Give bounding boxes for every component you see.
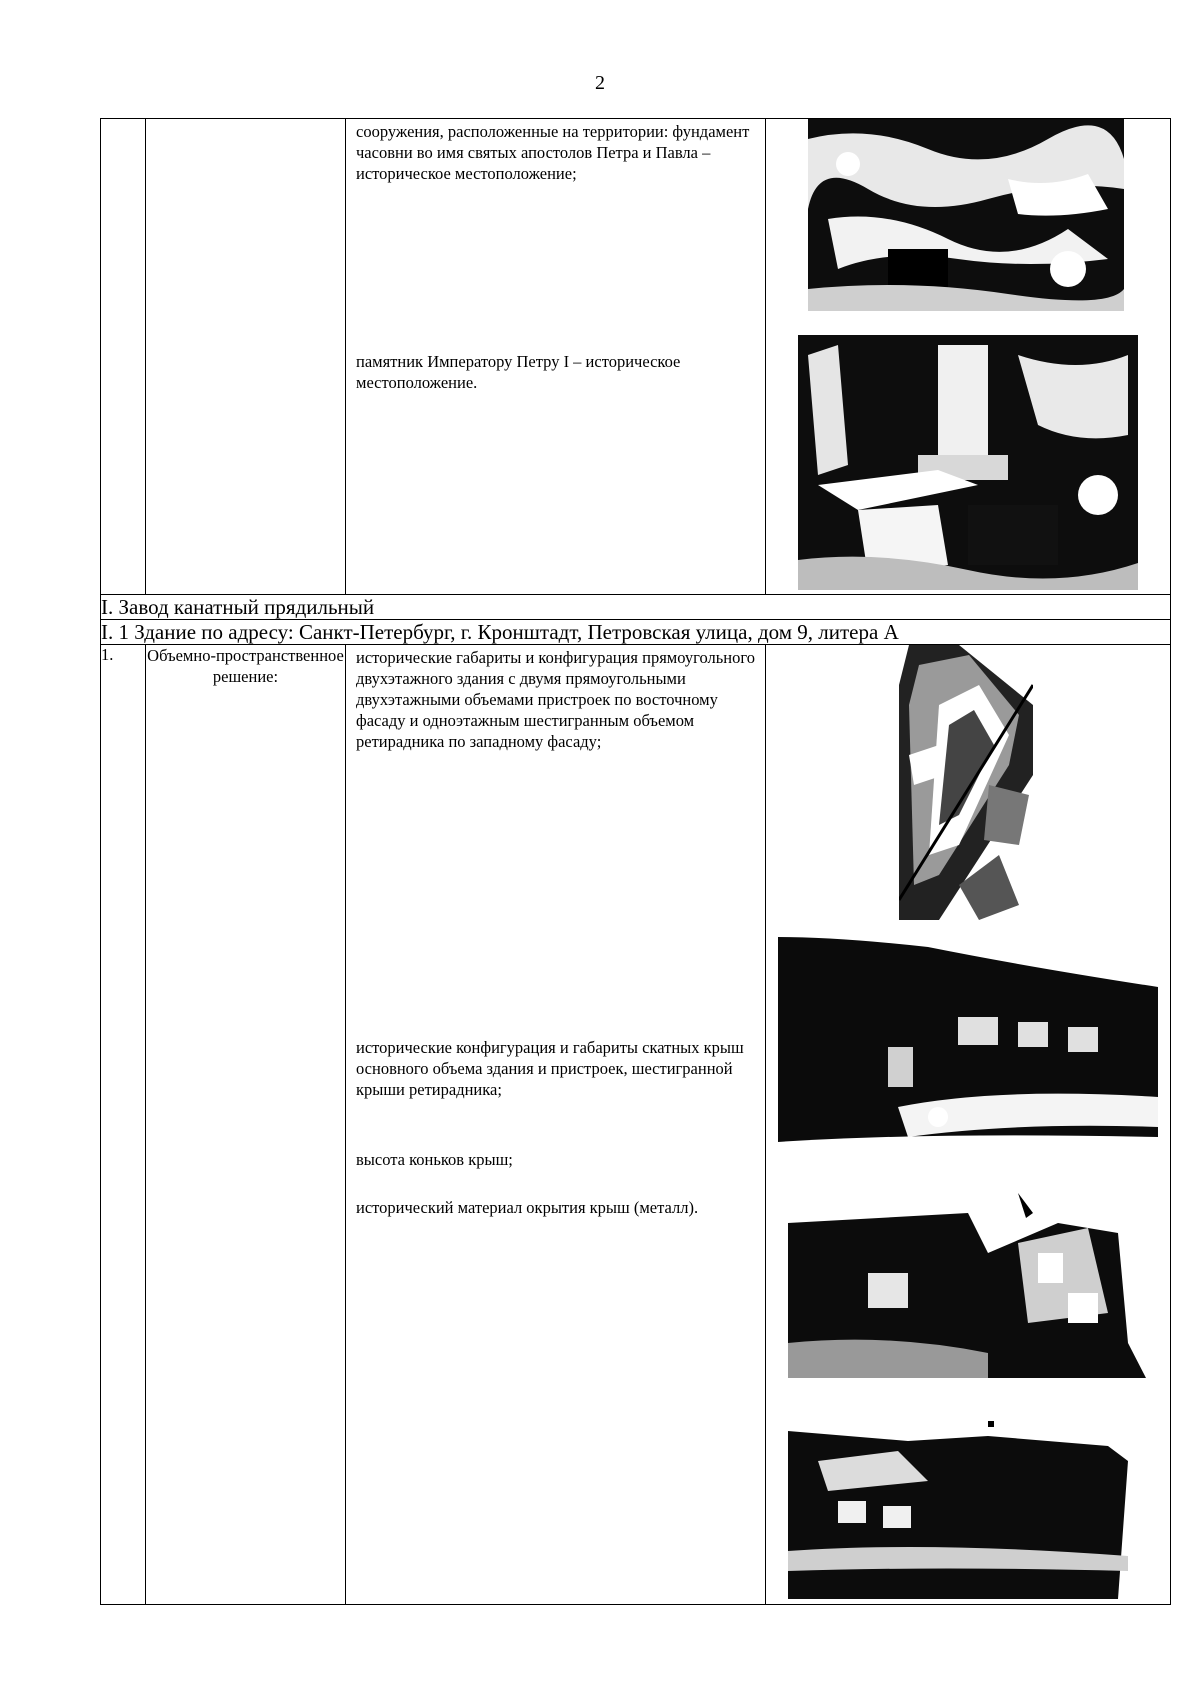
dimensions-text: исторические габариты и конфигурация прямоугольного двухэтажного здания с двумя прямоугольными двухэтажными объемами пристроек по восточному фасаду и одноэтажным шестигранным объемом ретирадника по западному фасаду;: [356, 648, 755, 751]
section-subtitle: I. 1 Здание по адресу: Санкт-Петербург, г. Кронштадт, Петровская улица, дом 9, литера А: [101, 620, 1171, 645]
photo-cell: [766, 119, 1171, 595]
chapel-foundation-photo: [808, 119, 1124, 311]
element-cell: [146, 119, 346, 595]
building-facade-photo: [778, 927, 1158, 1157]
row-number: 1.: [101, 645, 146, 1605]
site-plan-map: [899, 645, 1033, 920]
table-row: [101, 119, 1171, 595]
photo-cell: [766, 645, 1171, 1605]
protected-elements-table: [100, 118, 1171, 1605]
building-side-photo: [788, 1421, 1146, 1599]
building-corner-photo: [788, 1193, 1146, 1378]
section-row: [101, 595, 1171, 620]
description-cell: [346, 119, 766, 595]
chapel-foundation-text: сооружения, расположенные на территории: фундамент часовни во имя святых апостолов Петра и Павла – историческое местоположение;: [356, 122, 750, 183]
ridge-height-text: высота коньков крыш;: [356, 1150, 513, 1169]
section-row: [101, 620, 1171, 645]
section-title: I. Завод канатный прядильный: [101, 595, 1171, 620]
page-number: 2: [595, 72, 605, 94]
number-cell: [101, 119, 146, 595]
peter-monument-photo: [798, 335, 1138, 590]
roof-material-text: исторический материал окрытия крыш (металл).: [356, 1198, 699, 1217]
roof-configuration-text: исторические конфигурация и габариты скатных крыш основного объема здания и пристроек, шестигранной крыши ретирадника;: [356, 1038, 744, 1099]
description-cell: [346, 645, 766, 1605]
element-name: Объемно-пространственное решение:: [146, 645, 346, 1605]
table-row: [101, 645, 1171, 1605]
peter-monument-text: памятник Императору Петру I – историческое местоположение.: [356, 352, 681, 392]
